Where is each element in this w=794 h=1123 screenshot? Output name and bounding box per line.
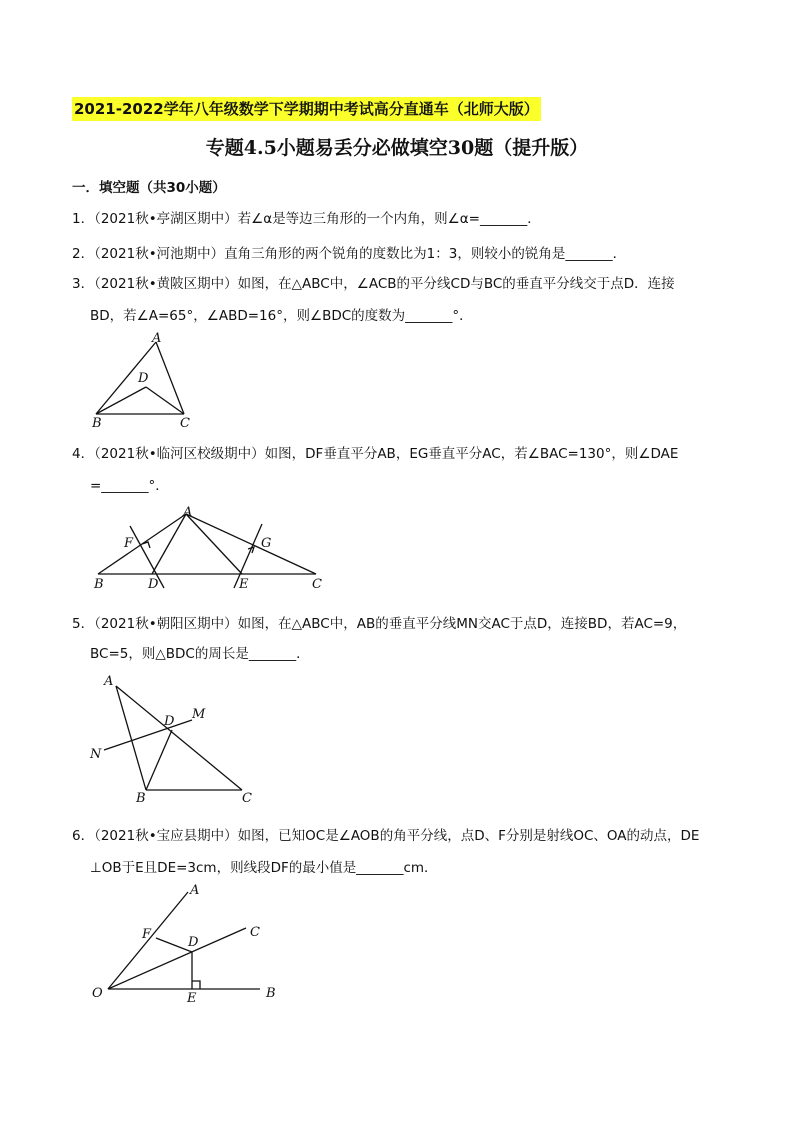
point-label: A xyxy=(152,331,162,346)
segment-bd xyxy=(146,730,172,790)
point-label: F xyxy=(142,927,152,942)
point-label: A xyxy=(104,674,114,689)
right-angle-mark-e xyxy=(192,981,200,989)
point-label: F xyxy=(124,536,134,551)
point-label: M xyxy=(192,707,206,722)
point-label: E xyxy=(239,577,249,592)
question-6-figure xyxy=(86,880,286,1006)
point-label: O xyxy=(92,986,103,1001)
question-3-line-1: 3．（2021秋•黄陂区期中）如图，在△ABC中，∠ACB的平分线CD与BC的垂直平分线交于点D．连接 xyxy=(72,276,675,292)
series-banner: 2021-2022学年八年级数学下学期期中考试高分直通车（北师大版） xyxy=(72,97,541,121)
question-4-line-2: =_______°． xyxy=(90,478,169,494)
question-6-line-2: ⊥OB于E且DE=3cm，则线段DF的最小值是_______cm． xyxy=(90,860,438,876)
point-label: G xyxy=(261,536,272,551)
point-label: B xyxy=(94,577,104,592)
ray-oc xyxy=(108,928,246,989)
question-5-line-1: 5．（2021秋•朝阳区期中）如图，在△ABC中，AB的垂直平分线MN交AC于点D，连接BD，若AC=9， xyxy=(72,616,687,632)
question-5-figure xyxy=(86,670,266,810)
question-4-line-1: 4．（2021秋•临河区校级期中）如图，DF垂直平分AB，EG垂直平分AC，若∠BAC=130°，则∠DAE xyxy=(72,446,679,462)
point-label: A xyxy=(190,883,200,898)
question-6-line-1: 6．（2021秋•宝应县期中）如图，已知OC是∠AOB的角平分线，点D、F分别是射线OC、OA的动点，DE xyxy=(72,828,700,844)
question-1-line-1: 1．（2021秋•亭湖区期中）若∠α是等边三角形的一个内角，则∠α=_______． xyxy=(72,211,541,227)
question-3-figure xyxy=(86,330,206,430)
point-label: E xyxy=(187,991,197,1006)
segment-ab xyxy=(116,686,146,790)
segment-bd xyxy=(96,387,146,414)
point-label: C xyxy=(180,416,190,430)
page-title: 专题4.5小题易丢分必做填空30题（提升版） xyxy=(205,137,589,159)
point-label: D xyxy=(188,935,199,950)
segment-ac xyxy=(156,342,184,414)
segment-ac xyxy=(186,514,316,574)
segment-ae xyxy=(186,514,242,574)
point-label: B xyxy=(92,416,102,430)
perpendicular-df xyxy=(130,526,164,588)
point-label: C xyxy=(250,925,260,940)
point-label: D xyxy=(148,577,159,592)
section-heading: 一．填空题（共30小题） xyxy=(72,180,226,196)
question-2-line-1: 2．（2021秋•河池期中）直角三角形的两个锐角的度数比为1：3，则较小的锐角是_______． xyxy=(72,246,627,262)
point-label: N xyxy=(90,747,102,762)
point-label: C xyxy=(312,577,322,592)
point-label: A xyxy=(183,505,193,520)
segment-df xyxy=(156,938,192,952)
point-label: C xyxy=(242,791,252,806)
point-label: B xyxy=(136,791,146,806)
point-label: D xyxy=(138,371,149,386)
question-5-line-2: BC=5，则△BDC的周长是_______． xyxy=(90,646,310,662)
segment-ac xyxy=(116,686,242,790)
question-4-figure xyxy=(88,502,328,594)
point-label: D xyxy=(164,714,175,729)
question-3-line-2: BD，若∠A=65°，∠ABD=16°，则∠BDC的度数为_______°． xyxy=(90,308,473,324)
perpendicular-bisector-mn xyxy=(104,720,192,750)
point-label: B xyxy=(266,986,276,1001)
segment-ad xyxy=(152,514,186,574)
